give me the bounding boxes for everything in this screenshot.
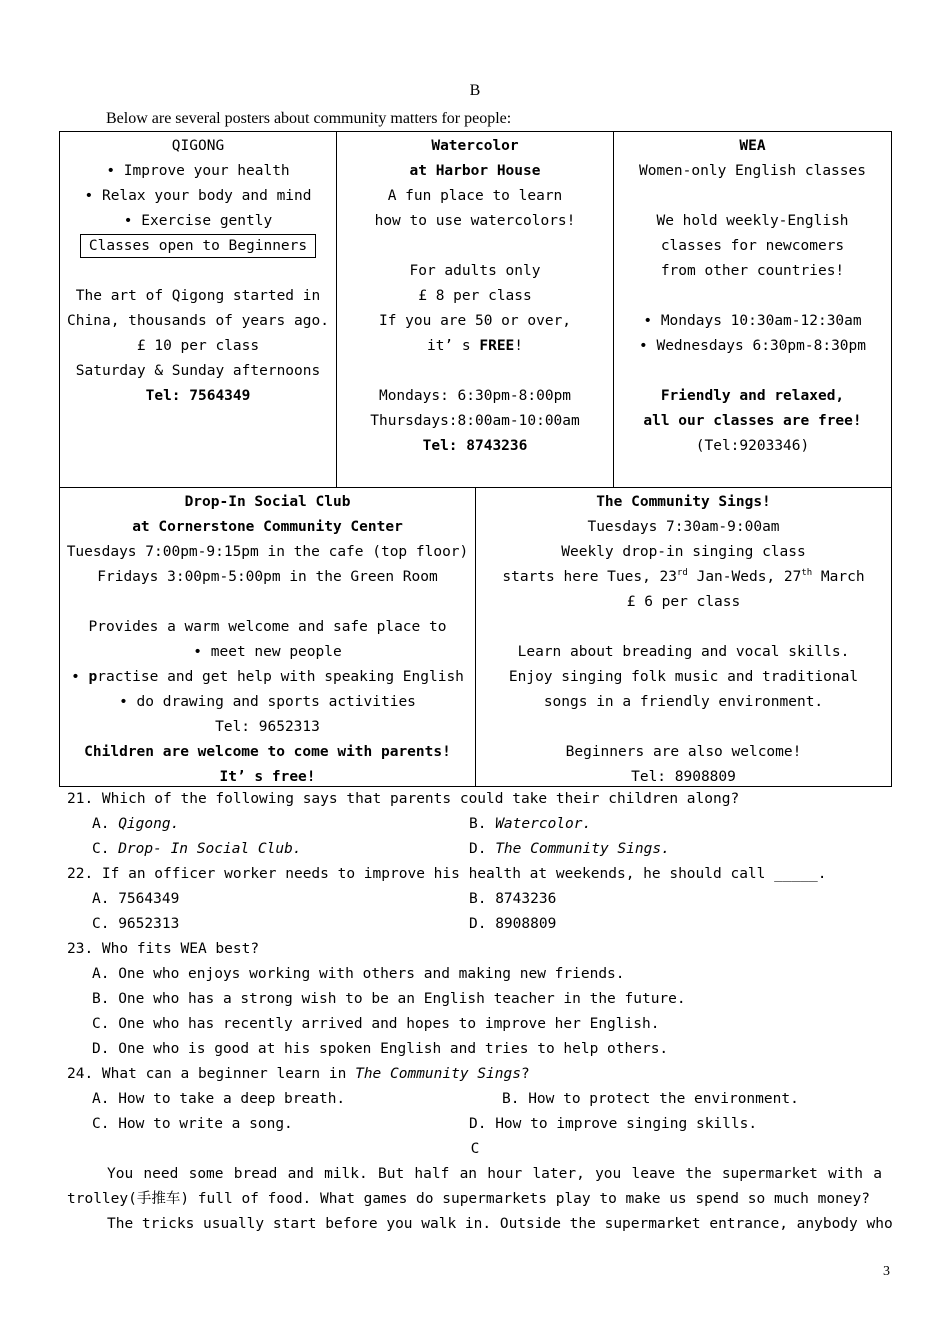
- spacer: [337, 359, 613, 384]
- option-d: D. One who is good at his spoken English and tries to help others.: [92, 1041, 669, 1057]
- qigong-tel: Tel: 7564349: [145, 388, 251, 404]
- options-row: [67, 887, 897, 912]
- option-c: C. Drop- In Social Club.: [92, 841, 302, 857]
- watercolor-title: Watercolor: [431, 138, 519, 154]
- option-b: B. How to protect the environment.: [502, 1091, 799, 1107]
- watercolor-subtitle: at Harbor House: [409, 163, 541, 179]
- option-d: D. 8908809: [469, 916, 557, 932]
- poster-wea: [613, 131, 892, 488]
- sings-dates: [476, 565, 891, 590]
- wea-schedule: • Wednesdays 6:30pm-8:30pm: [614, 334, 891, 359]
- watercolor-text: For adults only: [409, 263, 541, 279]
- watercolor-price: £ 8 per class: [418, 288, 532, 304]
- section-c-passage: [67, 1162, 893, 1237]
- watercolor-text: A fun place to learn: [387, 188, 563, 204]
- dropin-bullet: • meet new people: [60, 640, 475, 665]
- question-21: 21. Which of the following says that parents could take their children along?: [67, 791, 740, 807]
- passage-line: The tricks usually start before you walk in. Outside the supermarket entrance, anybody who: [107, 1216, 893, 1232]
- sings-text: songs in a friendly environment.: [543, 694, 824, 710]
- poster-sings: [475, 487, 892, 787]
- spacer: [614, 284, 891, 309]
- watercolor-tel: Tel: 8743236: [422, 438, 528, 454]
- page-number: 3: [883, 1264, 890, 1279]
- sings-title: The Community Sings!: [596, 494, 771, 510]
- sings-sup: rd: [677, 568, 688, 579]
- dropin-bullet: [60, 665, 475, 690]
- option-b: B. One who has a strong wish to be an English teacher in the future.: [92, 991, 686, 1007]
- wea-title: WEA: [739, 138, 766, 154]
- question-24: [67, 1062, 897, 1087]
- option-c: C. How to write a song.: [92, 1116, 293, 1132]
- sings-tel: Tel: 8908809: [631, 769, 736, 785]
- option-c: C. 9652313: [92, 916, 180, 932]
- option-a: A. One who enjoys working with others and making new friends.: [92, 966, 625, 982]
- watercolor-free-word: FREE: [479, 338, 515, 354]
- dropin-subtitle: at Cornerstone Community Center: [132, 519, 403, 535]
- qigong-bullet: • Improve your health: [60, 159, 336, 184]
- wea-text: from other countries!: [660, 263, 845, 279]
- options-row: [67, 812, 897, 837]
- intro-text: Below are several posters about community matters for people:: [106, 110, 512, 127]
- sings-text: Learn about breading and vocal skills.: [517, 644, 850, 660]
- dropin-bullet-first-letter: p: [88, 669, 98, 685]
- sings-tuesdays: Tuesdays 7:30am-9:00am: [587, 519, 780, 535]
- option-a: A. 7564349: [92, 891, 180, 907]
- wea-subtitle: Women-only English classes: [639, 163, 866, 179]
- watercolor-text: If you are 50 or over,: [378, 313, 572, 329]
- sings-dates-a: starts here Tues, 23: [502, 569, 678, 585]
- spacer: [614, 184, 891, 209]
- watercolor-free-post: !: [514, 338, 524, 354]
- spacer: [614, 359, 891, 384]
- wea-tel: (Tel:9203346): [695, 438, 810, 454]
- passage-line: trolley(手推车) full of food. What games do supermarkets play to make us spend so much money?: [67, 1191, 870, 1207]
- qigong-price: £ 10 per class: [136, 338, 260, 354]
- sings-weekly: Weekly drop-in singing class: [561, 544, 806, 560]
- dropin-bold: Children are welcome to come with parents!: [84, 744, 451, 760]
- sings-price: £ 6 per class: [626, 594, 741, 610]
- question-24-mark: ?: [520, 1066, 530, 1082]
- qigong-beginners-row: [60, 234, 336, 259]
- question-23: 23. Who fits WEA best?: [67, 941, 260, 957]
- poster-dropin: [59, 487, 476, 787]
- question-24-text: 24. What can a beginner learn in: [67, 1066, 356, 1082]
- spacer: [337, 234, 613, 259]
- option-b: B. Watercolor.: [469, 816, 592, 832]
- dropin-bullet-rest: ractise and get help with speaking English: [97, 669, 464, 685]
- spacer: [60, 590, 475, 615]
- options-row: [67, 837, 897, 862]
- spacer: [476, 615, 891, 640]
- section-c-title: C: [470, 1141, 480, 1157]
- dropin-provides: Provides a warm welcome and safe place to: [88, 619, 447, 635]
- sings-dates-b: Jan-Weds, 27: [687, 569, 802, 585]
- option-a: A. Qigong.: [92, 816, 180, 832]
- wea-text: classes for newcomers: [660, 238, 845, 254]
- qigong-beginners-box: Classes open to Beginners: [80, 234, 316, 258]
- dropin-bullet: • do drawing and sports activities: [60, 690, 475, 715]
- sings-beginners: Beginners are also welcome!: [565, 744, 802, 760]
- question-24-title: The Community Sings: [355, 1066, 521, 1082]
- poster-watercolor: [336, 131, 614, 488]
- qigong-title: QIGONG: [171, 138, 225, 154]
- qigong-bullet: • Exercise gently: [60, 209, 336, 234]
- option-d: D. How to improve singing skills.: [469, 1116, 758, 1132]
- dropin-bold: It’ s free!: [219, 769, 316, 785]
- spacer: [60, 259, 336, 284]
- passage-line: You need some bread and milk. But half an hour later, you leave the supermarket with a: [107, 1166, 882, 1182]
- watercolor-text: how to use watercolors!: [374, 213, 576, 229]
- spacer: [476, 715, 891, 740]
- watercolor-free-pre: it’ s: [426, 338, 480, 354]
- watercolor-thursdays: Thursdays:8:00am-10:00am: [370, 413, 580, 429]
- section-b-title: B: [469, 82, 481, 99]
- option-a: A. How to take a deep breath.: [92, 1091, 346, 1107]
- wea-bold: all our classes are free!: [643, 413, 862, 429]
- watercolor-free-line: [337, 334, 613, 359]
- qigong-text: China, thousands of years ago.: [67, 313, 329, 329]
- sings-sup: th: [801, 568, 813, 579]
- option-b: B. 8743236: [469, 891, 557, 907]
- options-row: [67, 1087, 897, 1112]
- watercolor-mondays: Mondays: 6:30pm-8:00pm: [378, 388, 572, 404]
- qigong-schedule: Saturday & Sunday afternoons: [75, 363, 321, 379]
- sings-text: Enjoy singing folk music and traditional: [508, 669, 859, 685]
- sings-dates-c: March: [812, 569, 865, 585]
- wea-schedule: • Mondays 10:30am-12:30am: [614, 309, 891, 334]
- option-d: D. The Community Sings.: [469, 841, 670, 857]
- option-c: C. One who has recently arrived and hopes to improve her English.: [92, 1016, 660, 1032]
- wea-bold: Friendly and relaxed,: [660, 388, 845, 404]
- options-row: [67, 912, 897, 937]
- qigong-text: The art of Qigong started in: [75, 288, 321, 304]
- dropin-fridays: Fridays 3:00pm-5:00pm in the Green Room: [97, 569, 438, 585]
- dropin-title: Drop-In Social Club: [184, 494, 351, 510]
- options-row: [67, 1112, 897, 1137]
- qigong-bullet: • Relax your body and mind: [60, 184, 336, 209]
- wea-text: We hold weekly-English: [656, 213, 849, 229]
- poster-qigong: [59, 131, 337, 488]
- dropin-tel: Tel: 9652313: [215, 719, 320, 735]
- dropin-tuesdays: Tuesdays 7:00pm-9:15pm in the cafe (top floor): [66, 544, 469, 560]
- question-22: 22. If an officer worker needs to improve his health at weekends, he should call _____.: [67, 866, 827, 882]
- questions: [67, 787, 897, 1137]
